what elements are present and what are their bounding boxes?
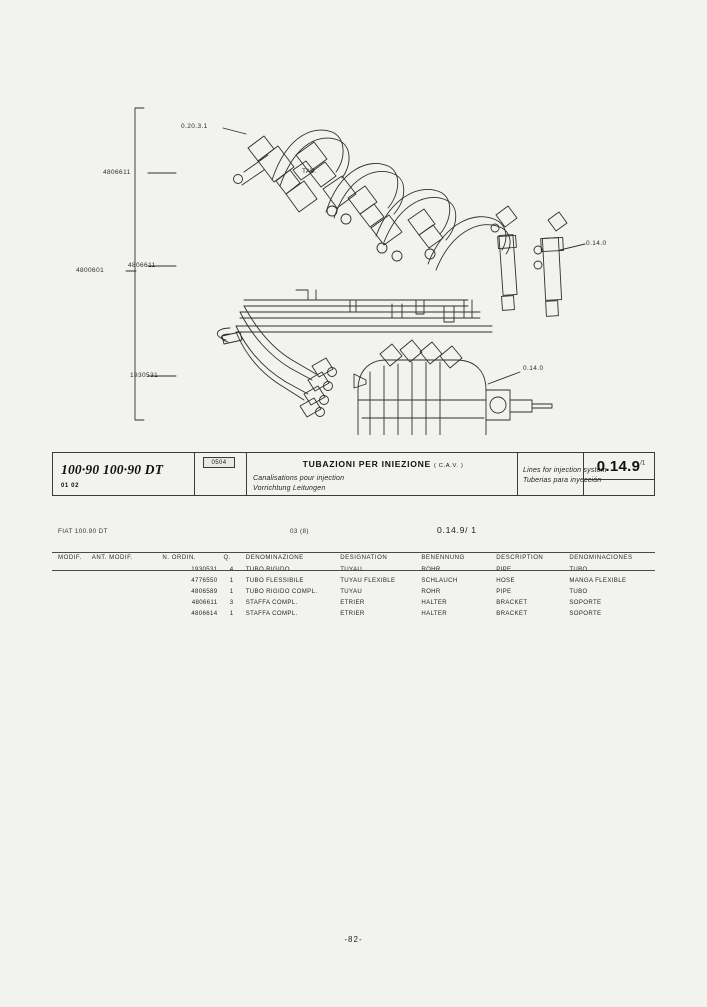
callout-tav: TAV. [302,168,317,175]
callout-4806611-top: 4806611 [103,169,131,176]
cell-denominazione: TUBO RIGIDO COMPL. [245,588,318,595]
divider-3 [583,453,584,495]
model-cell [53,453,195,495]
table-row[interactable] [52,597,655,608]
col-header-designation: DESIGNATION [340,554,388,561]
table-number: 0.14.9 [596,458,641,475]
cell-benennung: ROHR [421,588,441,595]
col-header-denominazione: DENOMINAZIONE [245,554,304,561]
col-header-modif: MODIF. [58,554,82,561]
parts-table-wrap [52,552,655,619]
cell-quantity: 1 [229,610,234,617]
table-number-suffix: /1 [640,460,646,467]
table-number-cell [589,458,653,476]
cell-spacer [133,608,163,619]
cell-denominazione: TUBO FLESSIBILE [245,577,304,584]
title-italian-note: ( C.A.V. ) [434,463,464,469]
cell-denominaciones: TUBO [569,566,588,573]
title-block [52,452,655,496]
title-german: Vorrichtung Leitungen [253,485,326,492]
callout-0-14-0-right: 0.14.0 [586,240,607,247]
cell-benennung: ROHR [421,566,441,573]
cell-description: PIPE [496,566,512,573]
cell-quantity: 1 [229,577,234,584]
title-french: Canalisations pour injection [253,475,345,482]
page-number: -82- [344,935,363,944]
col-header-ant-modif: ANT. MODIF. [91,554,133,561]
cell-denominaciones: SOPORTE [569,610,602,617]
table-row[interactable] [52,586,655,597]
cell-quantity: 3 [229,599,234,606]
table-number-rule [583,479,655,480]
cell-designation: TUYAU [340,588,363,595]
cell-denominazione: STAFFA COMPL. [245,599,298,606]
cell-denominaciones: TUBO [569,588,588,595]
group-code: 0504 [203,457,235,468]
cell-order-number: 4806611 [191,599,218,606]
model-variants: 01 02 [61,483,80,489]
cell-benennung: HALTER [421,610,448,617]
col-header-denominaciones: DENOMINACIONES [569,554,633,561]
title-english: Lines for injection system [523,467,607,474]
meta-date: 03 (8) [290,528,309,535]
title-italian-text: TUBAZIONI PER INIEZIONE [302,459,431,469]
cell-modif [52,586,92,597]
cell-description: BRACKET [496,599,528,606]
divider-1 [246,453,247,495]
callout-1930531: 1930531 [130,372,159,379]
col-header-benennung: BENENNUNG [421,554,465,561]
cell-designation: ETRIER [340,610,365,617]
cell-quantity: 1 [229,588,234,595]
cell-benennung: HALTER [421,599,448,606]
cell-order-number: 4806589 [191,588,218,595]
cell-spacer [133,586,163,597]
meta-table-ref: 0.14.9/ 1 [437,525,477,535]
cell-modif [52,608,92,619]
col-header-qty: Q. [223,554,231,561]
callout-0-14-0-pump: 0.14.0 [523,365,544,372]
cell-denominaciones: SOPORTE [569,599,602,606]
cell-spacer [133,575,163,586]
parts-table [52,552,655,619]
cell-ant-modif [92,575,133,586]
col-header-description: DESCRIPTION [496,554,544,561]
callout-0-20-3-1: 0.20.3.1 [181,123,208,130]
table-header-row [52,552,655,564]
model-names: 100·90 100·90 DT [61,462,164,477]
cell-description: HOSE [496,577,515,584]
callout-4806611-mid: 4806611 [128,262,156,269]
cell-modif [52,597,92,608]
callout-4800601: 4800601 [76,267,105,274]
cell-spacer [133,597,163,608]
parts-table-body [52,564,655,619]
cell-designation: ETRIER [340,599,365,606]
cell-quantity: 4 [229,566,234,573]
cell-denominazione: TUBO RIGIDO [245,566,290,573]
cell-order-number: 4776550 [191,577,218,584]
cell-denominaciones: MANGA FLEXIBLE [569,577,627,584]
table-rule-bottom [52,570,655,571]
title-multilingual-left [253,459,513,492]
cell-description: PIPE [496,588,512,595]
sheet-meta [52,525,655,542]
title-italian [253,459,513,469]
cell-ant-modif [92,586,133,597]
cell-order-number: 4806614 [191,610,218,617]
cell-designation: TUYAU [340,566,363,573]
title-spanish: Tuberias para inyección [523,477,602,484]
cell-designation: TUYAU FLEXIBLE [340,577,396,584]
cell-description: BRACKET [496,610,528,617]
col-header-spacer [133,552,163,564]
cell-modif [52,575,92,586]
cell-benennung: SCHLAUCH [421,577,458,584]
cell-denominazione: STAFFA COMPL. [245,610,298,617]
parts-table-head [52,552,655,564]
meta-model: FIAT 100.90 DT [58,528,108,535]
cell-order-number: 1930531 [191,566,218,573]
table-rule-top [52,552,655,553]
cell-ant-modif [92,608,133,619]
table-row[interactable] [52,575,655,586]
table-row[interactable] [52,608,655,619]
technical-drawing [40,60,667,435]
cell-ant-modif [92,597,133,608]
divider-2 [517,453,518,495]
col-header-n-ordin: N. ORDIN. [162,554,197,561]
